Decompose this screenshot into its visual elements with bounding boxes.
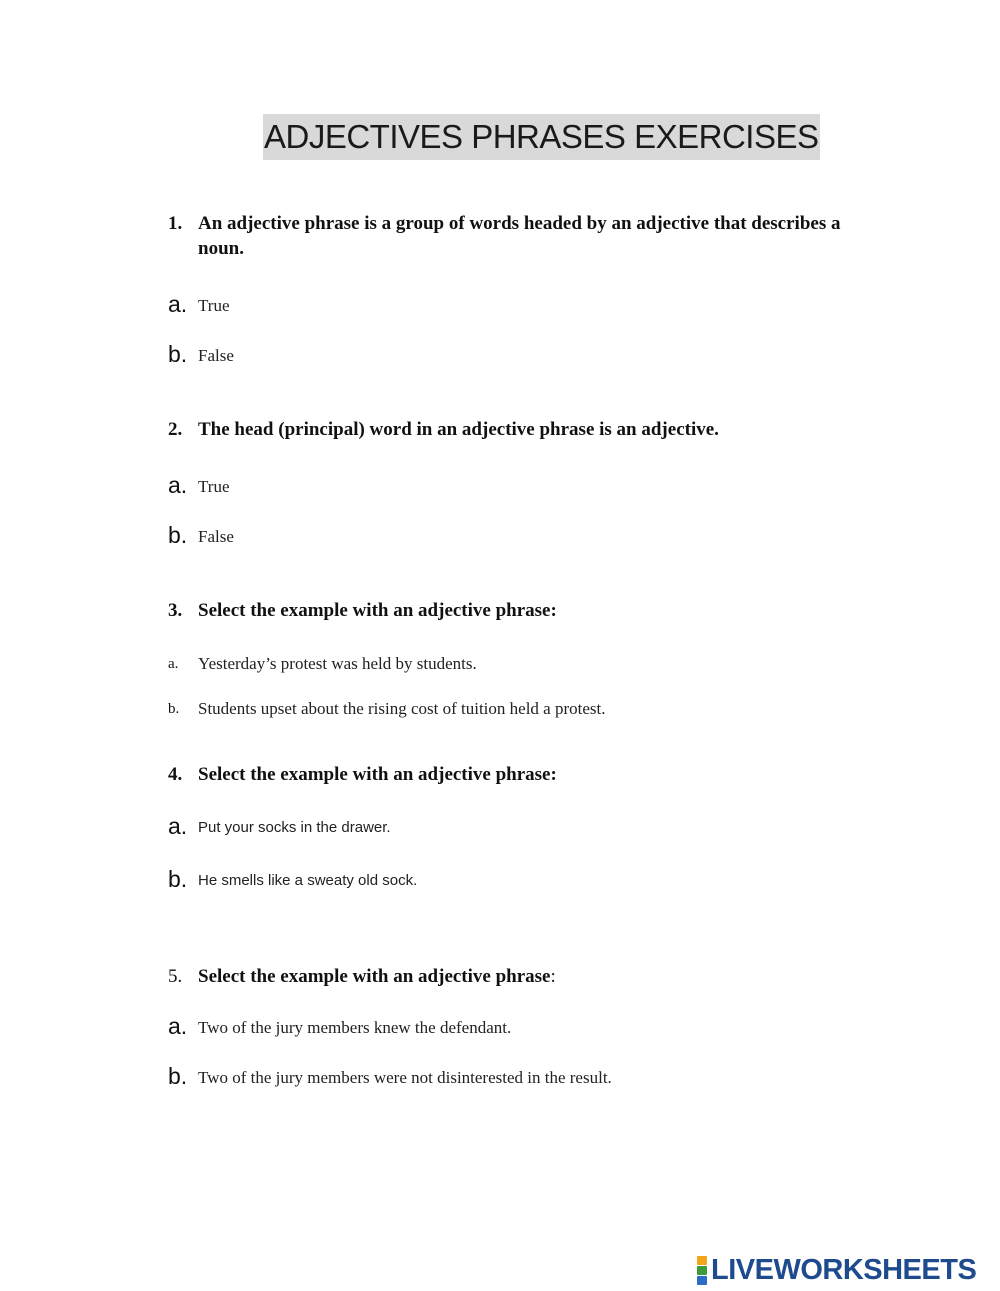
question-number: 2. xyxy=(168,419,183,440)
logo-blocks-icon xyxy=(697,1256,707,1285)
question-text xyxy=(198,964,868,989)
liveworksheets-logo xyxy=(697,1255,976,1285)
logo-block-w xyxy=(697,1266,707,1275)
option-letter: b. xyxy=(168,1063,188,1089)
option-letter: a. xyxy=(168,1013,188,1039)
question-number: 4. xyxy=(168,764,183,785)
question-text: Select the example with an adjective phrase: xyxy=(198,600,557,621)
question-text-main: Select the example with an adjective phrase xyxy=(198,966,551,987)
question-text: Select the example with an adjective phrase: xyxy=(198,764,557,785)
option-text: Yesterday’s protest was held by students. xyxy=(198,654,477,673)
logo-block-s xyxy=(697,1276,707,1285)
option-letter: a. xyxy=(168,813,188,839)
page-title: ADJECTIVES PHRASES EXERCISES xyxy=(263,114,820,160)
question-number: 3. xyxy=(168,600,183,621)
option-text: True xyxy=(198,477,230,496)
option-letter: b. xyxy=(168,866,188,892)
option-text: Students upset about the rising cost of tuition held a protest. xyxy=(198,699,606,718)
question-number: 5. xyxy=(168,966,183,987)
question-text: The head (principal) word in an adjective phrase is an adjective. xyxy=(198,419,719,440)
option-letter: b. xyxy=(168,701,180,717)
question-text-suffix: : xyxy=(550,966,556,987)
logo-text: LIVEWORKSHEETS xyxy=(711,1254,977,1286)
option-text: True xyxy=(198,296,230,315)
option-letter: b. xyxy=(168,341,188,367)
option-letter: a. xyxy=(168,472,188,498)
option-letter: b. xyxy=(168,522,188,548)
option-text: Two of the jury members knew the defendant. xyxy=(198,1018,512,1037)
option-text: Put your socks in the drawer. xyxy=(198,819,391,836)
question-text: An adjective phrase is a group of words headed by an adjective that describes a noun. xyxy=(198,213,841,259)
logo-block-l xyxy=(697,1256,707,1265)
option-text: Two of the jury members were not disinterested in the result. xyxy=(198,1068,612,1087)
question-number: 1. xyxy=(168,213,183,234)
option-letter: a. xyxy=(168,656,179,672)
option-text: False xyxy=(198,346,234,365)
option-text: False xyxy=(198,527,234,546)
option-text: He smells like a sweaty old sock. xyxy=(198,872,418,889)
option-letter: a. xyxy=(168,291,188,317)
